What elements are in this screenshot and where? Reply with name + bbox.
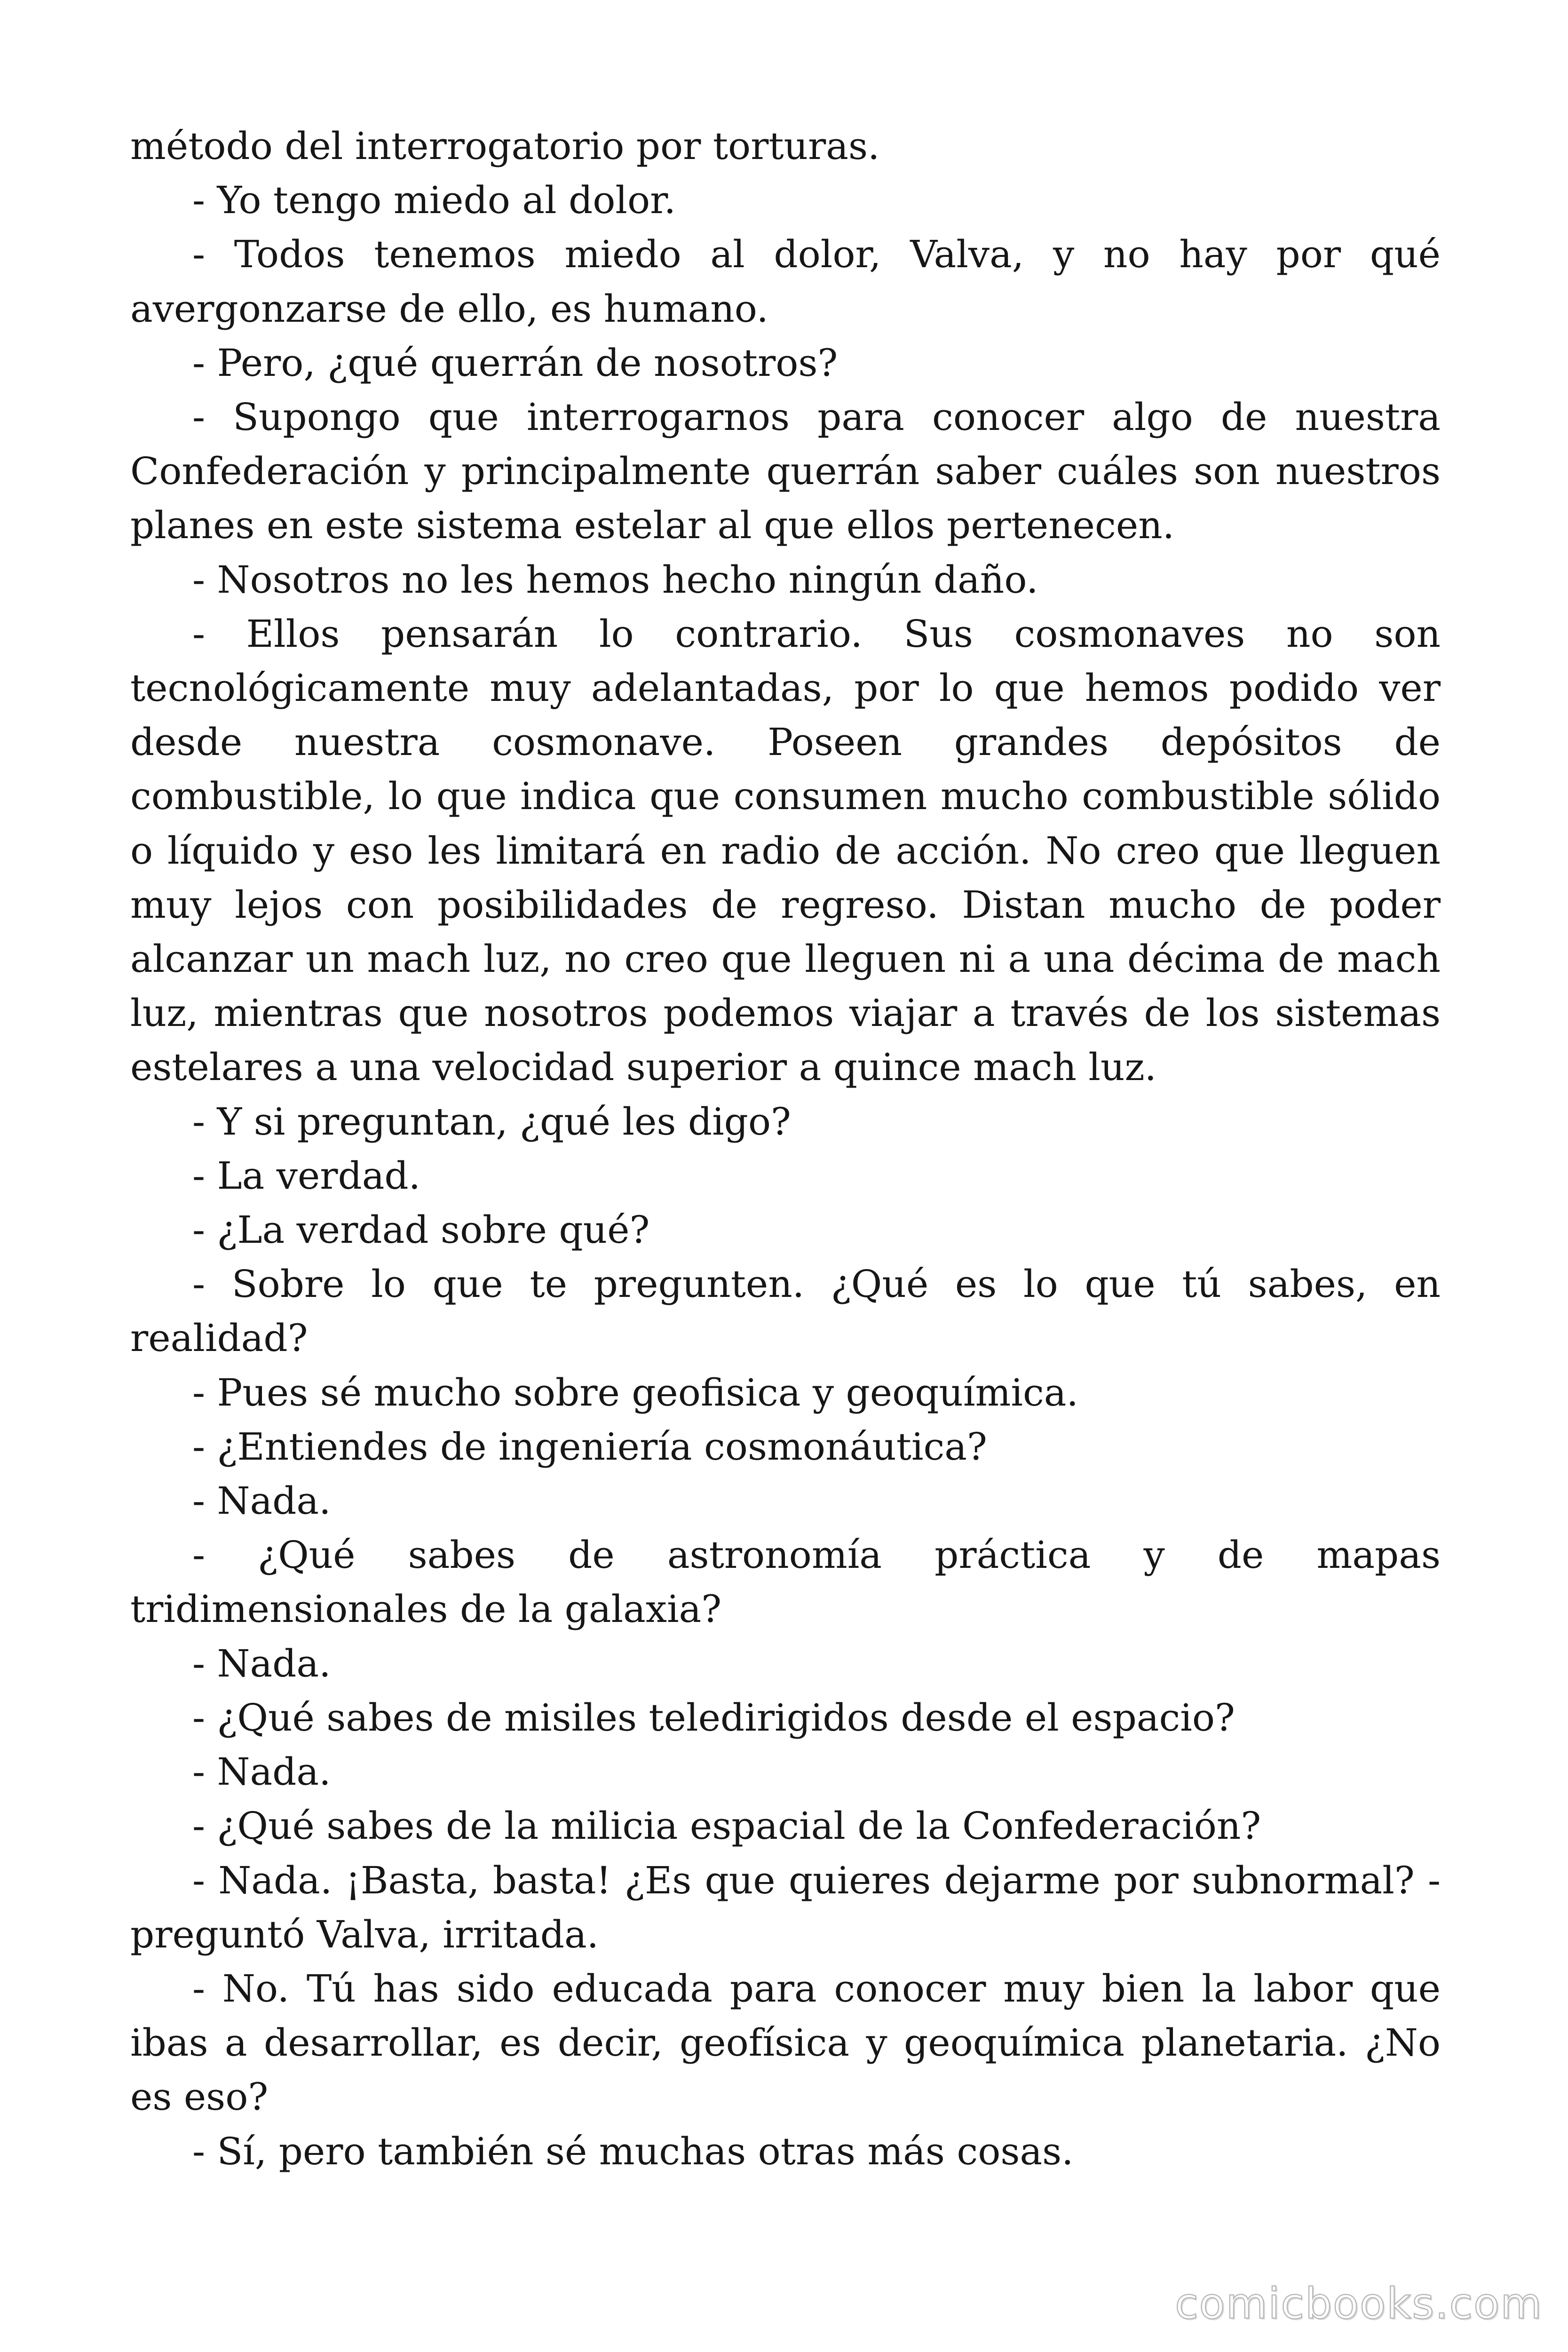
paragraph: - Y si preguntan, ¿qué les digo? <box>192 1099 791 1144</box>
paragraph: - La verdad. <box>192 1153 421 1198</box>
paragraph: - Pues sé mucho sobre geofisica y geoquímica. <box>192 1370 1078 1414</box>
paragraph: - Nada. ¡Basta, basta! ¿Es que quieres dejarme por subnormal? - preguntó Valva, irritada. <box>130 1858 1441 1956</box>
paragraph: - Todos tenemos miedo al dolor, Valva, y no hay por qué avergonzarse de ello, es humano. <box>130 232 1441 331</box>
paragraph: - Sí, pero también sé muchas otras más cosas. <box>192 2129 1074 2173</box>
site-watermark: comicbooks.com <box>1175 2279 1543 2328</box>
paragraph: - ¿Qué sabes de astronomía práctica y de mapas tridimensionales de la galaxia? <box>130 1533 1441 1631</box>
paragraph: - Ellos pensarán lo contrario. Sus cosmonaves no son tecnológicamente muy adelantadas, por lo que hemos podido ver desde nuestra cosmonave. Poseen grandes depósitos de combustible, lo que indica que consumen mucho combustible sólido o líquido y eso les limitará en radio de acción. No creo que lleguen muy lejos con posibilidades de regreso. Distan mucho de poder alcanzar un mach luz, no creo que lleguen ni a una décima de mach luz, mientras que nosotros podemos viajar a través de los sistemas estelares a una velocidad superior a quince mach luz. <box>130 612 1441 1089</box>
paragraph: - Nada. <box>192 1750 331 1794</box>
paragraph: - Sobre lo que te pregunten. ¿Qué es lo que tú sabes, en realidad? <box>130 1262 1441 1360</box>
paragraph: - ¿La verdad sobre qué? <box>192 1208 650 1252</box>
paragraph: - Nada. <box>192 1641 331 1685</box>
paragraph: método del interrogatorio por torturas. <box>130 124 880 168</box>
paragraph: - No. Tú has sido educada para conocer muy bien la labor que ibas a desarrollar, es decir, geofísica y geoquímica planetaria. ¿No es eso? <box>130 1966 1441 2119</box>
paragraph: - Nosotros no les hemos hecho ningún daño. <box>192 557 1038 602</box>
paragraph: - Supongo que interrogarnos para conocer algo de nuestra Confederación y principalmente querrán saber cuáles son nuestros planes en este sistema estelar al que ellos pertenecen. <box>130 395 1441 548</box>
paragraph: - ¿Entiendes de ingeniería cosmonáutica? <box>192 1424 987 1469</box>
paragraph: - ¿Qué sabes de la milicia espacial de la Confederación? <box>192 1804 1261 1848</box>
paragraph: - ¿Qué sabes de misiles teledirigidos desde el espacio? <box>192 1695 1235 1740</box>
body-text <box>130 119 1441 2178</box>
paragraph: - Nada. <box>192 1479 331 1523</box>
paragraph: - Pero, ¿qué querrán de nosotros? <box>192 341 838 385</box>
paragraph: - Yo tengo miedo al dolor. <box>192 178 676 222</box>
